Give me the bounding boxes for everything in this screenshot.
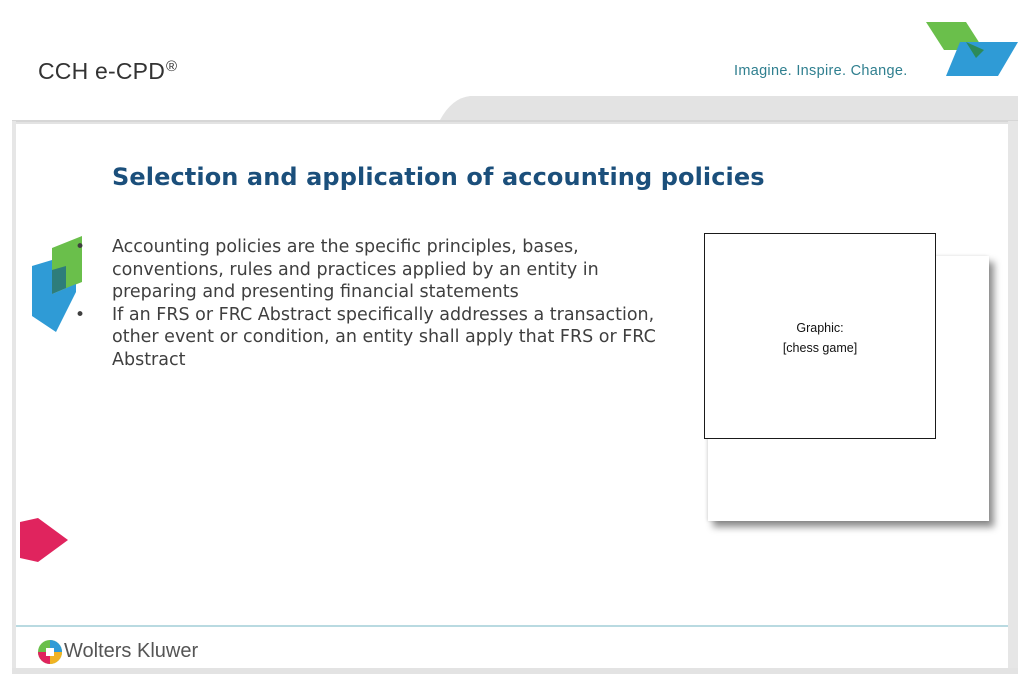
wolters-kluwer-logo-icon — [37, 639, 63, 665]
brand-logo-icon — [926, 18, 1018, 80]
bullet-list — [72, 236, 672, 371]
bullet-item: • If an FRS or FRC Abstract specifically addresses a transaction, other event or condition, an entity shall apply that FRS or FRC Abstract — [72, 304, 672, 372]
play-arrow-icon — [20, 518, 70, 564]
graphic-caption-line1: Graphic: — [796, 321, 844, 335]
brand-name: CCH e-CPD® — [38, 58, 178, 84]
bullet-item: • Accounting policies are the specific principles, bases, conventions, rules and practices applied by an entity in preparing and presenting financial statements — [72, 236, 672, 304]
graphic-caption-line2: [chess game] — [782, 341, 858, 355]
tagline: Imagine. Inspire. Change. — [734, 63, 908, 79]
footer-brand: Wolters Kluwer — [64, 640, 199, 662]
graphic-caption — [705, 318, 935, 358]
graphic-placeholder — [704, 233, 936, 439]
slide-title: Selection and application of accounting policies — [112, 163, 765, 191]
